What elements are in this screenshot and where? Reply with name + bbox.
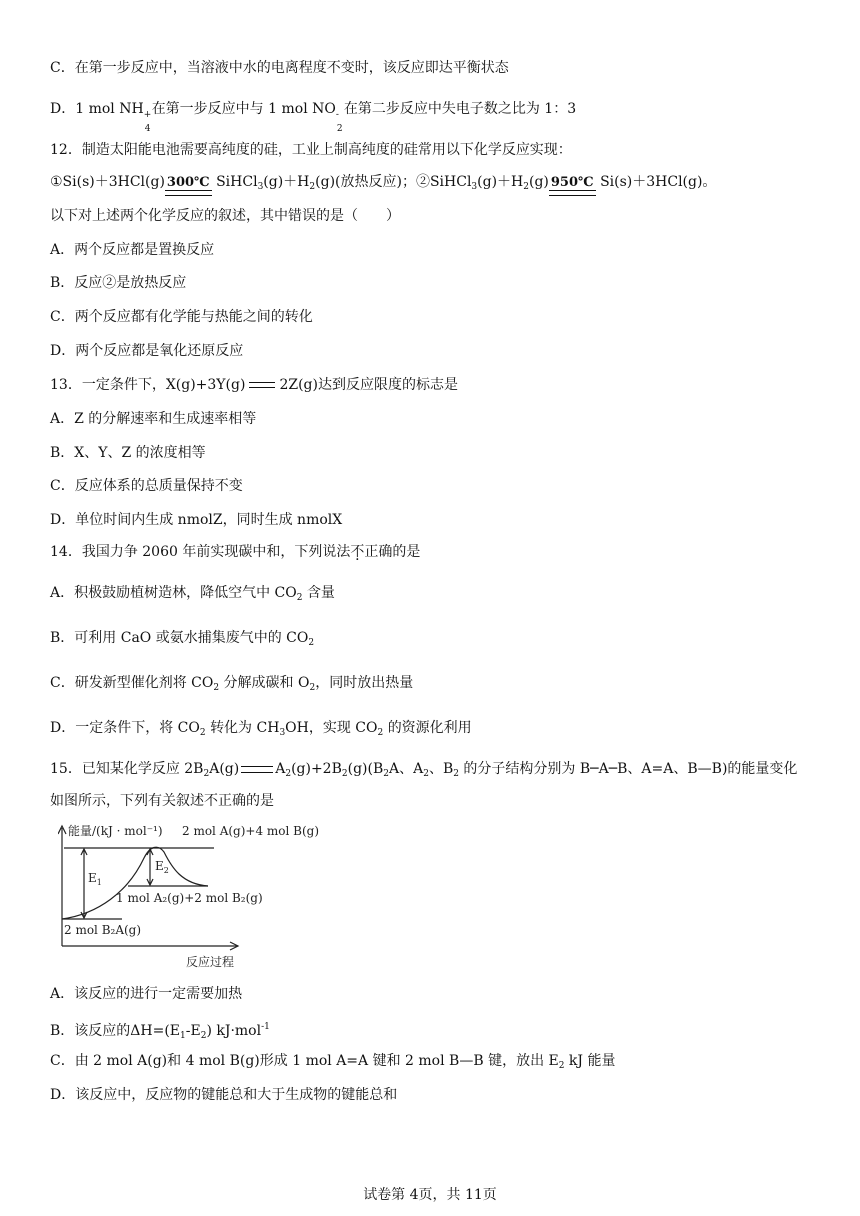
q14-option-d: D．一定条件下，将 $CO_2$ 转化为 $CH_3OH$，实现 $CO_2$ 的资源化利用 bbox=[50, 720, 472, 738]
q13-option-a: A．Z 的分解速率和生成速率相等 bbox=[50, 411, 257, 427]
q15-stem: 15．已知某化学反应 $2B_2A(g)$ $A_2(g)+2B_2(g)(B_2A$、$A_2$、$B_2$ 的分子结构分别为 B─A─B、A=A、B—B)的能量变化 bbox=[50, 761, 798, 779]
equals-arrow-icon bbox=[241, 766, 273, 773]
q14-option-b: B．可利用 CaO 或氨水捕集废气中的 $CO_2$ bbox=[50, 630, 315, 648]
q15-option-d: D．该反应中，反应物的键能总和大于生成物的键能总和 bbox=[50, 1087, 398, 1103]
e1-label: $E_1$ bbox=[88, 871, 102, 887]
q15-stem-2: 如图所示，下列有关叙述不正确的是 bbox=[50, 793, 274, 809]
q14-stem: 14．我国力争 2060 年前实现碳中和，下列说法不正确的是 bbox=[50, 544, 421, 560]
q12-equations: ①Si(s)＋3HCl(g) 300℃ $SiHCl_3(g)+H_2(g)$(放热反应)；$②SiHCl_3(g)+H_2(g)$ 950℃ Si(s)＋3HCl(g)。 bbox=[50, 172, 716, 197]
page-footer: 试卷第 4页，共 11页 bbox=[363, 1187, 497, 1203]
q12-option-a: A．两个反应都是置换反应 bbox=[50, 242, 215, 258]
q12-option-b: B．反应②是放热反应 bbox=[50, 275, 187, 291]
equilibrium-arrow-icon bbox=[249, 380, 275, 390]
top-level-label: 2 mol A(g)+4 mol B(g) bbox=[182, 824, 320, 838]
q13-stem: 13．一定条件下，X(g)+3Y(g) 2Z(g)达到反应限度的标志是 bbox=[50, 377, 458, 393]
q12-option-d: D．两个反应都是氧化还原反应 bbox=[50, 343, 244, 359]
y-axis-label: 能量/(kJ · mol⁻¹) bbox=[68, 824, 163, 838]
q13-option-b: B．X、Y、Z 的浓度相等 bbox=[50, 445, 206, 461]
e2-label: $E_2$ bbox=[155, 859, 169, 875]
energy-diagram bbox=[58, 822, 328, 970]
q14-option-a: A．积极鼓励植树造林，降低空气中 $CO_2$ 含量 bbox=[50, 585, 335, 603]
q12-ask: 以下对上述两个化学反应的叙述，其中错误的是（ ） bbox=[50, 208, 400, 224]
q12-stem: 12．制造太阳能电池需要高纯度的硅，工业上制高纯度的硅常用以下化学反应实现： bbox=[50, 142, 572, 158]
q11-option-d: D．1 mol NH + 4 在第一步反应中与 1 mol NO - 2 在第二步反应中失电子数之比为 1：3 bbox=[50, 101, 577, 134]
q12-option-c: C．两个反应都有化学能与热能之间的转化 bbox=[50, 309, 313, 325]
product-label: 1 mol A₂(g)+2 mol B₂(g) bbox=[116, 891, 263, 905]
reactant-label: 2 mol B₂A(g) bbox=[64, 923, 142, 937]
q11-option-c: C．在第一步反应中，当溶液中水的电离程度不变时，该反应即达平衡状态 bbox=[50, 60, 509, 76]
q14-option-c: C．研发新型催化剂将 $CO_2$ 分解成碳和 $O_2$，同时放出热量 bbox=[50, 675, 414, 693]
q15-option-c: C．由 2 mol A(g)和 4 mol B(g)形成 1 mol A=A 键和 2 mol B—B 键，放出 $E_2$ kJ 能量 bbox=[50, 1053, 616, 1071]
reaction-condition-1: 300℃ bbox=[165, 173, 212, 193]
x-axis-label: 反应过程 bbox=[186, 955, 235, 969]
q15-option-a: A．该反应的进行一定需要加热 bbox=[50, 986, 243, 1002]
reaction-condition-2: 950℃ bbox=[549, 173, 596, 193]
q13-option-d: D．单位时间内生成 nmolZ，同时生成 nmolX bbox=[50, 512, 343, 528]
q13-option-c: C．反应体系的总质量保持不变 bbox=[50, 478, 243, 494]
q15-option-b: B．该反应的$\Delta H=(E_1-E_2)$ kJ·mol$^{-1}$ bbox=[50, 1022, 270, 1041]
